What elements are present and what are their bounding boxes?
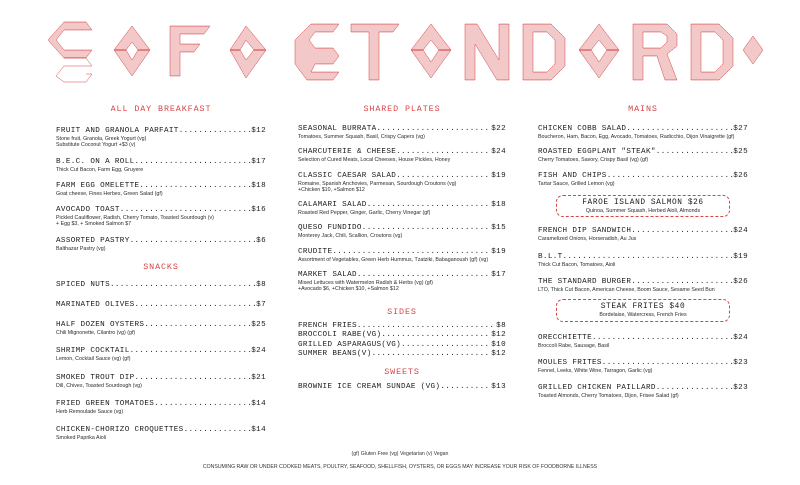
menu-item-price: $24 <box>251 347 266 356</box>
leader-dots <box>656 383 733 393</box>
menu-item-name: QUESO FUNDIDO <box>298 224 362 233</box>
breakfast-list <box>56 126 266 252</box>
menu-item-description: Mixed Lettuces with Watermelon Radish & Herbs (vg) (gf) <box>298 280 433 287</box>
leader-dots <box>372 350 492 360</box>
menu-item <box>298 223 506 239</box>
menu-item-description: Toasted Almonds, Cherry Tomatoes, Dijon, Frisee Salad (gf) <box>538 393 679 400</box>
menu-item-line <box>56 425 266 435</box>
menu-item-price: $19 <box>733 252 748 261</box>
menu-item-name: FISH AND CHIPS <box>538 171 607 180</box>
menu-item <box>298 200 506 216</box>
menu-item <box>298 247 506 263</box>
leader-dots <box>332 247 491 257</box>
menu-item-name: AVOCADO TOAST <box>56 206 120 215</box>
leader-dots <box>396 147 491 157</box>
menu-item-name: ROASTED EGGPLANT "STEAK" <box>538 148 656 157</box>
menu-item-description: Chili Mignonette, Cilantro (vg) (gf) <box>56 330 136 337</box>
menu-item <box>56 373 266 389</box>
leader-dots <box>563 252 734 262</box>
menu-item-line <box>298 331 506 341</box>
menu-item-name: SHRIMP COCKTAIL <box>56 347 130 356</box>
menu-item <box>56 300 266 310</box>
menu-item-description: Monterey Jack, Chili, Scallion, Croutons (vg) <box>298 233 403 240</box>
menu-item-line <box>298 223 506 233</box>
leader-dots <box>139 181 251 191</box>
menu-item <box>538 226 748 242</box>
menu-item-description: Dill, Chives, Toasted Sourdough (vg) <box>56 382 142 389</box>
feature-steak-title: STEAK FRITES $40 <box>600 303 686 312</box>
menu-item <box>56 320 266 336</box>
leader-dots <box>179 126 252 136</box>
menu-item-price: $14 <box>251 426 266 435</box>
menu-item-price: $14 <box>251 399 266 408</box>
leader-dots <box>184 425 252 435</box>
snacks-heading: SNACKS <box>143 262 179 273</box>
menu-item-price: $17 <box>491 271 506 280</box>
menu-item-description: Stone fruit, Granola, Greek Yogurt (vg) <box>56 136 147 142</box>
menu-item-line <box>538 358 748 368</box>
menu-item-price: $24 <box>733 227 748 236</box>
menu-item-name: HALF DOZEN OYSTERS <box>56 321 145 330</box>
feature-box-salmon <box>556 195 730 218</box>
leader-dots <box>656 147 733 157</box>
menu-item-name: BROWNIE ICE CREAM SUNDAE (VG) <box>298 382 441 391</box>
menu-item-line <box>56 346 266 356</box>
menu-item-name: FRIED GREEN TOMATOES <box>56 399 155 408</box>
menu-item-line <box>538 124 748 134</box>
menu-item-line <box>538 252 748 262</box>
menu-item-name: MARKET SALAD <box>298 271 357 280</box>
leader-dots <box>381 331 491 341</box>
menu-item-line <box>56 373 266 383</box>
cafe-logo-graphic <box>34 16 274 86</box>
menu-item-line <box>298 383 506 393</box>
menu-item-price: $12 <box>491 350 506 359</box>
menu-item-description: Boucheron, Ham, Bacon, Egg, Avocado, Tomatoes, Radicchio, Dijon Vinaigrette (gf) <box>538 134 735 140</box>
menu-item-price: $23 <box>733 384 748 393</box>
menu-item-description: Substitute Coconut Yogurt +$3 (v) <box>56 142 136 149</box>
menu-item-price: $24 <box>733 333 748 342</box>
menu-item-line <box>538 147 748 157</box>
leader-dots <box>135 373 252 383</box>
mains-heading: MAINS <box>628 104 658 114</box>
leader-dots <box>362 223 491 233</box>
menu-item-price: $27 <box>733 125 748 133</box>
menu-item-name: SUMMER BEANS(V) <box>298 350 372 359</box>
menu-item-name: CHICKEN COBB SALAD <box>538 125 627 133</box>
feature-box-steak <box>556 299 730 322</box>
menu-item <box>56 181 266 197</box>
sweets-list <box>298 383 506 393</box>
menu-item-price: $8 <box>256 281 266 290</box>
menu-item-description: Tomatoes, Summer Squash, Basil, Crispy Capers (vg) <box>298 134 425 140</box>
shared-plates-list <box>298 124 506 293</box>
leader-dots <box>626 124 733 134</box>
standard-logo-graphic <box>289 16 767 86</box>
menu-item <box>56 425 266 441</box>
menu-item-description: Lemon, Cocktail Sauce (vg) (gf) <box>56 356 131 363</box>
leader-dots <box>602 358 733 368</box>
menu-item-name: FARM EGG OMELETTE <box>56 181 140 190</box>
menu-item <box>538 277 748 293</box>
menu-item-description: Pickled Cauliflower, Radish, Cherry Tomato, Toasted Sourdough (v) <box>56 215 214 222</box>
menu-item-line <box>56 280 266 290</box>
menu-item-description: Thick Cut Bacon, Tomatoes, Aioli <box>538 261 616 268</box>
feature-salmon-title: FAROE ISLAND SALMON $26 <box>582 198 704 207</box>
menu-item-line <box>298 322 506 332</box>
menu-item-line <box>298 270 506 280</box>
menu-item-name: MOULES FRITES <box>538 359 602 368</box>
menu-item <box>538 252 748 268</box>
menu-item-price: $15 <box>491 224 506 233</box>
menu-item-name: B.E.C. ON A ROLL <box>56 157 135 166</box>
menu-item <box>538 333 748 349</box>
menu-item-line <box>538 226 748 236</box>
menu-item-description: LTO, Thick Cut Bacon, American Cheese, Boom Sauce, Sesame Seed Bun <box>538 286 715 293</box>
menu-item-price: $12 <box>251 127 266 135</box>
menu-item-price: $19 <box>491 247 506 256</box>
menu-item-name: THE STANDARD BURGER <box>538 277 632 286</box>
menu-item-line <box>298 171 506 181</box>
menu-item-price: $25 <box>733 148 748 157</box>
leader-dots <box>631 277 733 287</box>
leader-dots <box>130 236 257 246</box>
leader-dots <box>144 320 251 330</box>
menu-item-description: Balthazar Pastry (vg) <box>56 245 106 252</box>
sides-heading: SIDES <box>387 306 417 317</box>
menu-item-description: Broccoli Rabe, Sausage, Basil <box>538 342 610 349</box>
leader-dots <box>135 157 252 167</box>
leader-dots <box>357 322 496 332</box>
menu-item-description: Goat cheese, Fines Herbes, Green Salad (gf) <box>56 190 163 197</box>
menu-item-description: Smoked Paprika Aioli <box>56 435 107 442</box>
menu-item-price: $26 <box>733 171 748 180</box>
menu-item-description: +Avocado $6, +Chicken $10, +Salmon $12 <box>298 286 399 293</box>
menu-item <box>56 236 266 252</box>
menu-item-price: $6 <box>256 236 266 245</box>
menu-item-name: BROCCOLI RABE(VG) <box>298 331 382 340</box>
foodborne-warning: CONSUMING RAW OR UNDER COOKED MEATS, POULTRY, SEAFOOD, SHELLFISH, OYSTERS, OR EGGS MAY INCREASE YOUR RISK OF FOODBORNE ILLNESS <box>202 464 598 470</box>
leader-dots <box>135 300 257 310</box>
snacks-list <box>56 280 266 441</box>
menu-item-line <box>56 320 266 330</box>
sides-list <box>298 322 506 360</box>
menu-item-line <box>56 205 266 215</box>
menu-item-line <box>298 341 506 351</box>
menu-item-line <box>56 181 266 191</box>
menu-item-description: Romaine, Spanish Anchovies, Parmesan, Sourdough Croutons (vg) <box>298 180 457 187</box>
menu-item-price: $16 <box>251 206 266 215</box>
menu-item-line <box>56 300 266 310</box>
menu-item <box>56 157 266 173</box>
menu-item-line <box>538 277 748 287</box>
leader-dots <box>440 383 491 393</box>
menu-item-price: $7 <box>256 301 266 310</box>
menu-item-line <box>56 236 266 246</box>
menu-item-name: MARINATED OLIVES <box>56 301 135 310</box>
menu-item-price: $18 <box>251 181 266 190</box>
menu-item-name: CRUDITE <box>298 247 333 256</box>
leader-dots <box>154 399 251 409</box>
menu-item-name: SEASONAL BURRATA <box>298 125 377 133</box>
menu-item-description: +Chicken $10, +Salmon $12 <box>298 186 365 193</box>
leader-dots <box>110 280 256 290</box>
menu-item <box>56 280 266 290</box>
menu-item-price: $26 <box>733 277 748 286</box>
menu-item-name: GRILLED ASPARAGUS(VG) <box>298 340 402 349</box>
menu-item-name: CHICKEN-CHORIZO CROQUETTES <box>56 426 184 435</box>
menu-item-name: ASSORTED PASTRY <box>56 236 130 245</box>
menu-item-line <box>538 333 748 343</box>
shared-plates-heading: SHARED PLATES <box>363 104 441 114</box>
menu-item-line <box>538 171 748 181</box>
leader-dots <box>631 226 733 236</box>
menu-item <box>298 171 506 194</box>
menu-item-price: $8 <box>496 321 506 330</box>
leader-dots <box>367 200 492 210</box>
menu-item-price: $10 <box>491 340 506 349</box>
menu-item-line <box>298 124 506 134</box>
right-column <box>538 100 748 400</box>
menu-item-description: Selection of Cured Meats, Local Cheeses, House Pickles, Honey <box>298 157 451 164</box>
menu-item-price: $25 <box>251 321 266 330</box>
menu-item-name: CLASSIC CAESAR SALAD <box>298 171 397 180</box>
menu-item <box>538 147 748 163</box>
menu-item-line <box>298 147 506 157</box>
menu-item-description: Assortment of Vegetables, Green Herb Hummus, Tzatziki, Babaganoush (gf) (vg) <box>298 256 489 263</box>
leader-dots <box>120 205 251 215</box>
menu-item-name: SMOKED TROUT DIP <box>56 373 135 382</box>
mains-list-3 <box>538 333 748 400</box>
menu-item-description: Tartar Sauce, Grilled Lemon (vg) <box>538 180 615 187</box>
menu-item-price: $19 <box>491 171 506 180</box>
menu-item-name: ORECCHIETTE <box>538 333 592 342</box>
menu-item-line <box>298 247 506 257</box>
menu-item-description: + Egg $3, + Smoked Salmon $7 <box>56 221 132 228</box>
all-day-breakfast-heading: ALL DAY BREAKFAST <box>110 104 212 114</box>
menu-item-name: CHARCUTERIE & CHEESE <box>298 148 397 157</box>
leader-dots <box>130 346 252 356</box>
feature-steak-desc: Bordelaise, Watercress, French Fries <box>599 312 687 319</box>
menu-item-price: $12 <box>491 331 506 340</box>
menu-item-description: Fennel, Leeks, White Wine, Tarragon, Garlic (vg) <box>538 368 653 375</box>
menu-item-line <box>298 350 506 360</box>
leader-dots <box>357 270 491 280</box>
mains-list-1 <box>538 124 748 187</box>
menu-item <box>298 270 506 293</box>
menu-item-line <box>56 399 266 409</box>
menu-item-description: Herb Remoulade Sauce (vg) <box>56 408 124 415</box>
menu-item-name: CALAMARI SALAD <box>298 201 367 210</box>
leader-dots <box>592 333 733 343</box>
menu-item <box>56 346 266 362</box>
menu-item-description: Thick Cut Bacon, Farm Egg, Gruyere <box>56 166 144 173</box>
menu-item-description: Caramelized Onions, Horseradish, Au Jus <box>538 236 637 243</box>
left-column <box>56 100 266 442</box>
menu-item-name: GRILLED CHICKEN PAILLARD <box>538 384 656 393</box>
menu-item-name: FRUIT AND GRANOLA PARFAIT <box>56 127 179 135</box>
menu-item-name: FRENCH FRIES <box>298 321 357 330</box>
menu-item-price: $13 <box>491 382 506 391</box>
middle-column <box>298 100 506 392</box>
menu-item <box>56 126 266 149</box>
menu-item-description: Roasted Red Pepper, Ginger, Garlic, Cherry Vinegar (gf) <box>298 210 431 217</box>
menu-item <box>298 124 506 140</box>
menu-item-price: $24 <box>491 148 506 157</box>
sweets-heading: SWEETS <box>384 366 420 377</box>
menu-item <box>298 147 506 163</box>
menu-item-name: SPICED NUTS <box>56 281 110 290</box>
mains-list-2 <box>538 226 748 293</box>
menu-item-price: $21 <box>251 373 266 382</box>
menu-item-name: FRENCH DIP SANDWICH <box>538 227 632 236</box>
menu-item-price: $18 <box>491 201 506 210</box>
feature-salmon-desc: Quinoa, Summer Squash, Herbed Aioli, Almonds <box>585 207 701 214</box>
menu-item-line <box>538 383 748 393</box>
menu-item-price: $17 <box>251 157 266 166</box>
menu-item-name: B.L.T <box>538 252 563 261</box>
menu-item-price: $23 <box>733 359 748 368</box>
leader-dots <box>377 124 492 134</box>
menu-item-description: Cherry Tomatoes, Savory, Crispy Basil (vg) (gf) <box>538 157 649 164</box>
menu-item <box>538 171 748 187</box>
menu-item-line <box>56 126 266 136</box>
dietary-legend: (gf) Gluten Free (vg) Vegetarian (v) Vegan <box>351 451 449 457</box>
menu-item-line <box>298 200 506 210</box>
menu-item <box>56 205 266 228</box>
menu-item <box>538 124 748 140</box>
menu-item <box>56 399 266 415</box>
leader-dots <box>396 171 491 181</box>
menu-item-price: $22 <box>491 125 506 133</box>
leader-dots <box>607 171 734 181</box>
menu-item-line <box>56 157 266 167</box>
menu-item <box>538 383 748 399</box>
leader-dots <box>401 341 491 351</box>
menu-item <box>538 358 748 374</box>
